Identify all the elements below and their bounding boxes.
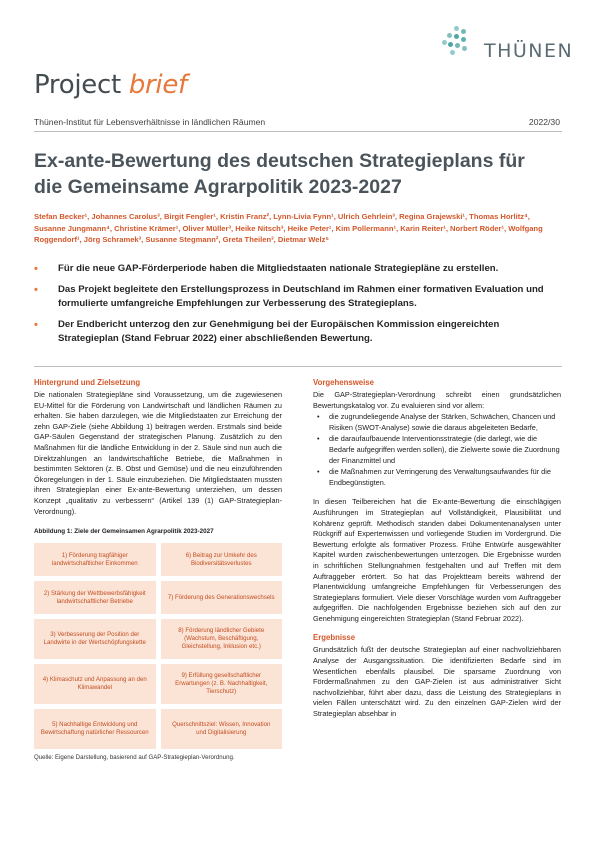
figure-caption: Abbildung 1: Ziele der Gemeinsamen Agrarpolitik 2023-2027	[34, 528, 214, 536]
institute-name: Thünen-Institut für Lebensverhältnisse in ländlichen Räumen	[34, 117, 266, 127]
goal-box: 2) Stärkung der Wettbewerbsfähigkeit landwirtschaftlicher Betriebe	[34, 581, 156, 614]
author-list: Stefan Becker¹, Johannes Carolus³, Birgit Fengler¹, Kristin Franz², Lynn-Livia Fynn¹, Ulrich Gehrlein³, Regina Grajewski¹, Thomas Horlitz⁴, Susanne Jungmann⁴, Christine Krämer¹, Oliver Müller³, Heike Nitsch³, Heike Peter¹, Kim Pollermann¹, Karin Reiter¹, Norbert Röder¹, Wolfgang Roggendorf¹, Jörg Schramek³, Susanne Stegmann², Greta Theilen³, Dietmar Welz⁵	[34, 212, 543, 244]
thuenen-logo	[440, 26, 574, 70]
body-text: In diesen Teilbereichen hat die Ex-ante-Bewertung die einschlägigen Ausführungen im Strategieplan auf Vollständigkeit, Plausibilität und Kohärenz geprüft. Methodisch standen dabei Dokumentenanalysen unter Rückgriff auf Expertenwissen und vorliegende Studien im Vordergrund. Die Bewertung erfolgte als formativer Prozess. Frühe Entwürfe ausgewählter Kapitel wurden zwischenbewertungen unterzogen. Die Ergebnisse wurden in schriftlichen Stellungnahmen festgehalten und auf Treffen mit dem Auftraggeber erörtert. So hat das Projektteam bereits während der Planentwicklung umfangreiche Empfehlungen für Verbesserungen des Strategieplans formuliert. Viele dieser Vorschläge wurden vom Auftraggeber aufgegriffen. Die nachfolgenden Ergebnisse beziehen sich auf den zur Genehmigung eingereichten Strategieplan (Stand Februar 2022).	[313, 497, 561, 623]
logo-dots-icon	[442, 26, 472, 56]
key-point: • Der Endbericht unterzog den zur Genehmigung bei der Europäischen Kommission eingereichten Strategieplan (Stand Februar 2022) einer abschließenden Bewertung.	[34, 318, 554, 346]
key-point: • Das Projekt begleitete den Erstellungsprozess in Deutschland im Rahmen einer formativen Evaluation und formulierte umfangreiche Empfehlungen zur Verbesserung des Strategieplans.	[34, 283, 554, 311]
page-title: Ex-ante-Bewertung des deutschen Strategieplans für die Gemeinsame Agrarpolitik 2023-2027	[34, 150, 525, 198]
issue-number: 2022/30	[528, 117, 560, 127]
divider	[34, 131, 562, 132]
right-column	[313, 378, 561, 720]
brief-title-main: Project	[34, 70, 129, 100]
goal-box: 6) Beitrag zur Umkehr des Biodiversitätsverlustes	[161, 543, 283, 576]
left-column	[34, 378, 282, 761]
goal-box: 8) Förderung ländlicher Gebiete (Wachstum, Beschäftigung, Gleichstellung, Inklusion etc.)	[161, 619, 283, 659]
list-item: • die daraufaufbauende Interventionsstrategie (die darlegt, wie die Bedarfe aufgegriffen werden sollen), die Zielwerte sowie die Zuordnung der Finanzmittel und	[313, 434, 561, 466]
key-point: • Für die neue GAP-Förderperiode haben die Mitgliedstaaten nationale Strategiepläne zu erstellen.	[34, 262, 554, 276]
body-text: Grundsätzlich fußt der deutsche Strategieplan auf einer nachvollziehbaren Analyse der Ausgangssituation. Die identifizierten Bedarfe sind im Wesentlichen ebenfalls plausibel. Die sparsame Zuordnung von Fördermaßnahmen zu den GAP-Zielen ist aus administrativer Sicht nachvollziehbar, führt aber dazu, dass die Leistung des Strategieplans in vielen Fällen unterschätzt wird. Zu den einzelnen GAP-Zielen wird der Strategieplan absehbar in	[313, 645, 561, 719]
list-item: • die Maßnahmen zur Verringerung des Verwaltungsaufwandes für die Endbegünstigten.	[313, 467, 561, 488]
goals-figure	[34, 543, 282, 749]
key-points	[34, 262, 554, 353]
section-heading: Hintergrund und Zielsetzung	[34, 378, 141, 387]
brief-title-accent: brief	[128, 70, 187, 100]
brief-title	[34, 70, 187, 100]
goal-box: 5) Nachhaltige Entwicklung und Bewirtschaftung natürlicher Ressourcen	[34, 709, 156, 749]
figure-source: Quelle: Eigene Darstellung, basierend auf GAP-Strategieplan-Verordnung.	[34, 754, 235, 762]
goal-box: 9) Erfüllung gesellschaftlicher Erwartungen (z. B. Nachhaltigkeit, Tierschutz)	[161, 664, 283, 704]
body-text: Die GAP-Strategieplan-Verordnung schreibt einen grundsätzlichen Bewertungskatalog vor. Zu evaluieren sind vor allem:	[313, 390, 561, 410]
goal-box: Querschnittsziel: Wissen, Innovation und Digitalisierung	[161, 709, 283, 749]
section-heading: Ergebnisse	[313, 633, 356, 643]
divider	[34, 366, 562, 367]
body-text: Die nationalen Strategiepläne sind Voraussetzung, um die zugewiesenen EU-Mittel für die Förderung von Landwirtschaft und ländlichen Räumen zu erhalten. Sie haben darzulegen, wie die Mitgliedstaaten zur Erreichung der zehn GAP-Ziele (siehe Abbildung 1) beitragen werden. Erstmals sind beide GAP-Säulen Gegenstand der strategischen Planung. Zusätzlich zu den Maßnahmen für die ländliche Entwicklung in der 2. Säule sind nun auch die Direktzahlungen an landwirtschaftliche Betriebe, die Maßnahmen in bestimmten Sektoren (z. B. Obst und Gemüse) und die neu einzuführenden Ökoregelungen in der 1. Säule einzubeziehen. Die Mitgliedstaaten mussten ihren Strategieplan einer Ex-ante-Bewertung unterziehen, um dessen Konzept „qualitativ zu verbessern“ (Artikel 139 (1) GAP-Strategieplan-Verordnung).	[34, 390, 282, 516]
section-heading: Vorgehensweise	[313, 378, 374, 387]
goal-box: 7) Förderung des Generationswechsels	[161, 581, 283, 614]
logo-text: THÜNEN	[484, 40, 574, 62]
goal-box: 4) Klimaschutz und Anpassung an den Klimawandel	[34, 664, 156, 704]
list-item: • die zugrundeliegende Analyse der Stärken, Schwächen, Chancen und Risiken (SWOT-Analyse) sowie die daraus abgeleiteten Bedarfe,	[313, 412, 561, 433]
goal-box: 1) Förderung tragfähiger landwirtschaftlicher Einkommen	[34, 543, 156, 576]
evaluation-list	[313, 412, 561, 488]
goal-box: 3) Verbesserung der Position der Landwirte in der Wertschöpfungskette	[34, 619, 156, 659]
